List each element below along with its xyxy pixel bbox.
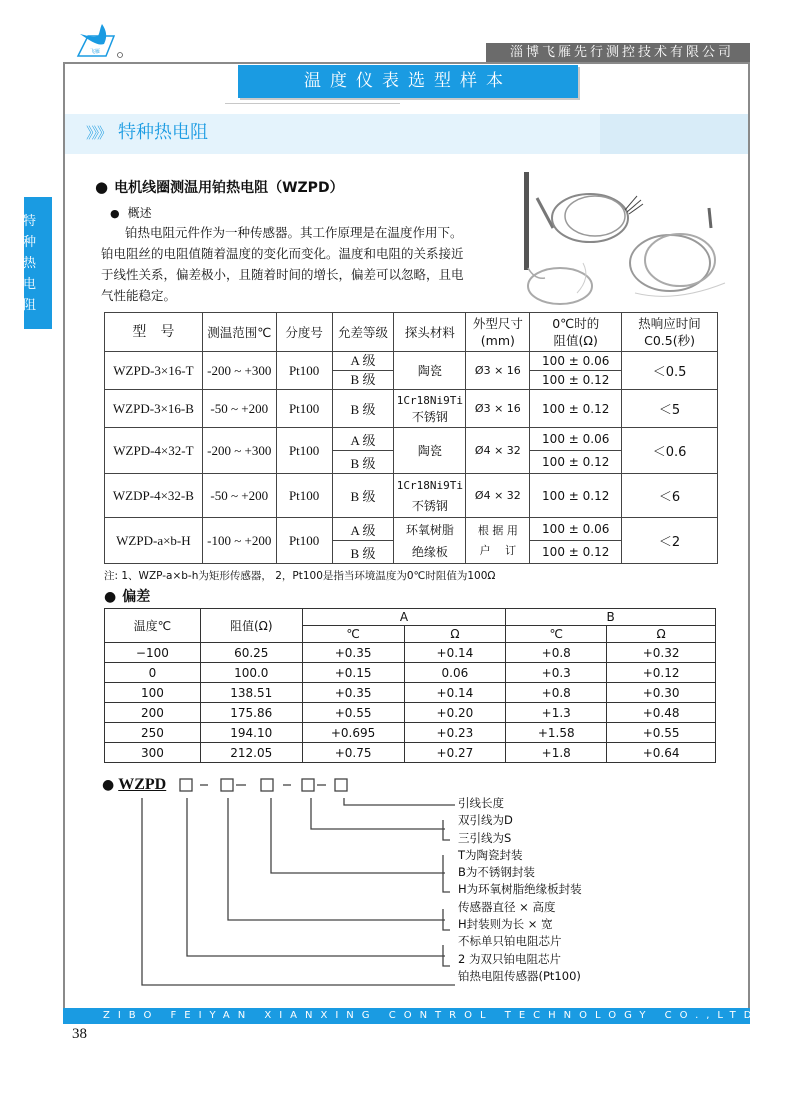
side-tab-char: 热 bbox=[23, 256, 37, 271]
size-cell: Ø3 × 16 bbox=[466, 390, 530, 428]
table-row bbox=[105, 428, 718, 451]
table-row bbox=[105, 683, 716, 703]
size-cell: Ø4 × 32 bbox=[466, 474, 530, 518]
resistance-cell: 100 ± 0.06 bbox=[530, 518, 622, 541]
size-cell: 根 据 用 户 订 bbox=[466, 518, 530, 564]
table-row bbox=[105, 643, 716, 663]
bullet-icon: ● bbox=[110, 207, 120, 220]
overview-line: 铂热电阻元件作为一种传感器。其工作原理是在温度作用下。 bbox=[125, 225, 463, 240]
company-name-bar: 淄博飞雁先行测控技术有限公司 bbox=[486, 43, 750, 63]
b-ohm-cell: +0.48 bbox=[607, 703, 716, 723]
model-code-diagram bbox=[100, 770, 460, 1000]
company-logo bbox=[76, 22, 124, 58]
response-cell: ＜0.5 bbox=[622, 352, 718, 390]
bullet-icon: ● bbox=[95, 178, 109, 196]
section-title bbox=[86, 120, 208, 146]
header-temp: 温度℃ bbox=[105, 609, 201, 643]
model-cell: WZPD-4×32-T bbox=[105, 428, 203, 474]
a-degc-cell: +0.15 bbox=[302, 663, 404, 683]
table-row bbox=[105, 723, 716, 743]
size-cell: Ø3 × 16 bbox=[466, 352, 530, 390]
code-box-4 bbox=[302, 779, 314, 791]
overview-line: 铂电阻丝的电阻值随着温度的变化而变化。温度和电阻的关系接近 bbox=[101, 246, 464, 261]
side-tab-char: 特 bbox=[23, 214, 37, 229]
material-cell bbox=[394, 518, 466, 564]
overview-heading bbox=[110, 204, 152, 221]
response-cell: ＜0.6 bbox=[622, 428, 718, 474]
product-heading-text: 电机线圈测温用铂热电阻（WZPD） bbox=[114, 180, 344, 196]
deviation-table bbox=[104, 608, 716, 763]
logo-text: 飞雁 bbox=[90, 49, 101, 55]
title-divider bbox=[225, 103, 400, 104]
bullet-icon: ● bbox=[102, 777, 115, 793]
deviation-heading-text: 偏差 bbox=[122, 589, 151, 605]
model-code-legend bbox=[458, 795, 582, 985]
header-b-ohm: Ω bbox=[607, 626, 716, 643]
footer-bar: ZIBO FEIYAN XIANXING CONTROL TECHNOLOGY CO.,LTD bbox=[63, 1008, 750, 1024]
b-degc-cell: +1.58 bbox=[506, 723, 607, 743]
response-cell: ＜6 bbox=[622, 474, 718, 518]
a-degc-cell: +0.35 bbox=[302, 643, 404, 663]
legend-item: 不标单只铂电阻芯片 bbox=[458, 934, 562, 949]
header-a-ohm: Ω bbox=[404, 626, 506, 643]
material-name: 不锈钢 bbox=[411, 499, 448, 513]
header-group-a: A bbox=[302, 609, 506, 626]
model-prefix: WZPD bbox=[118, 776, 167, 793]
resist-cell: 194.10 bbox=[200, 723, 302, 743]
overview-line: 气性能稳定。 bbox=[101, 288, 177, 303]
section-title-text: 特种热电阻 bbox=[118, 122, 209, 143]
table-row bbox=[105, 703, 716, 723]
model-cell: WZDP-4×32-B bbox=[105, 474, 203, 518]
model-cell: WZPD-a×b-H bbox=[105, 518, 203, 564]
material-name: 绝缘板 bbox=[411, 544, 448, 559]
resistance-cell: 100 ± 0.06 bbox=[530, 428, 622, 451]
index-cell: Pt100 bbox=[276, 428, 332, 474]
table-row bbox=[105, 352, 718, 371]
a-degc-cell: +0.55 bbox=[302, 703, 404, 723]
table-row bbox=[105, 390, 718, 428]
header-b-degc: ℃ bbox=[506, 626, 607, 643]
header-index: 分度号 bbox=[276, 313, 332, 352]
side-tab-char: 电 bbox=[23, 277, 37, 292]
product-photo bbox=[515, 168, 755, 308]
b-degc-cell: +0.8 bbox=[506, 643, 607, 663]
range-cell: -200 ~ +300 bbox=[202, 352, 276, 390]
model-cell: WZPD-3×16-B bbox=[105, 390, 203, 428]
header-response: 热响应时间 C0.5(秒) bbox=[622, 313, 718, 352]
resistance-cell: 100 ± 0.12 bbox=[530, 390, 622, 428]
legend-item: H封装则为长 × 宽 bbox=[458, 917, 553, 932]
table-row bbox=[105, 518, 718, 541]
material-cell bbox=[394, 390, 466, 428]
overview-paragraph bbox=[101, 222, 499, 306]
page-number: 38 bbox=[72, 1026, 87, 1042]
index-cell: Pt100 bbox=[276, 474, 332, 518]
resist-cell: 175.86 bbox=[200, 703, 302, 723]
material-cell bbox=[394, 474, 466, 518]
header-a-degc: ℃ bbox=[302, 626, 404, 643]
header-resist: 阻值(Ω) bbox=[200, 609, 302, 643]
a-ohm-cell: +0.27 bbox=[404, 743, 506, 763]
side-tab-char: 种 bbox=[23, 235, 37, 250]
a-degc-cell: +0.75 bbox=[302, 743, 404, 763]
legend-item: 双引线为D bbox=[458, 813, 513, 828]
legend-item: 引线长度 bbox=[458, 796, 504, 810]
legend-item: 三引线为S bbox=[458, 830, 512, 845]
legend-item: 2 为双只铂电阻芯片 bbox=[458, 951, 561, 966]
a-ohm-cell: +0.23 bbox=[404, 723, 506, 743]
spec-table bbox=[104, 312, 718, 564]
temp-cell: −100 bbox=[105, 643, 201, 663]
grade-cell: B 级 bbox=[332, 390, 394, 428]
model-cell: WZPD-3×16-T bbox=[105, 352, 203, 390]
grade-cell: A 级 bbox=[332, 352, 394, 371]
grade-cell: B 级 bbox=[332, 451, 394, 474]
deviation-heading bbox=[104, 586, 150, 606]
header-size: 外型尺寸 (mm) bbox=[466, 313, 530, 352]
response-cell: ＜5 bbox=[622, 390, 718, 428]
b-degc-cell: +0.8 bbox=[506, 683, 607, 703]
index-cell: Pt100 bbox=[276, 518, 332, 564]
a-ohm-cell: +0.14 bbox=[404, 643, 506, 663]
index-cell: Pt100 bbox=[276, 352, 332, 390]
grade-cell: B 级 bbox=[332, 474, 394, 518]
overview-label: 概述 bbox=[127, 206, 152, 220]
product-heading bbox=[95, 177, 344, 197]
resist-cell: 212.05 bbox=[200, 743, 302, 763]
range-cell: -100 ~ +200 bbox=[202, 518, 276, 564]
chevrons-icon: 》》》 bbox=[86, 124, 111, 142]
table-row bbox=[105, 743, 716, 763]
resistance-cell: 100 ± 0.12 bbox=[530, 451, 622, 474]
b-degc-cell: +1.3 bbox=[506, 703, 607, 723]
response-cell: ＜2 bbox=[622, 518, 718, 564]
b-ohm-cell: +0.32 bbox=[607, 643, 716, 663]
grade-cell: A 级 bbox=[332, 518, 394, 541]
index-cell: Pt100 bbox=[276, 390, 332, 428]
b-ohm-cell: +0.12 bbox=[607, 663, 716, 683]
grade-cell: A 级 bbox=[332, 428, 394, 451]
a-ohm-cell: 0.06 bbox=[404, 663, 506, 683]
header-model: 型 号 bbox=[105, 313, 203, 352]
a-ohm-cell: +0.14 bbox=[404, 683, 506, 703]
code-box-3 bbox=[261, 779, 273, 791]
resist-cell: 138.51 bbox=[200, 683, 302, 703]
resist-cell: 100.0 bbox=[200, 663, 302, 683]
legend-item: H为环氧树脂绝缘板封装 bbox=[458, 882, 582, 897]
table-row bbox=[105, 663, 716, 683]
side-tab bbox=[24, 197, 52, 329]
header-range: 测温范围℃ bbox=[202, 313, 276, 352]
grade-cell: B 级 bbox=[332, 541, 394, 564]
b-degc-cell: +0.3 bbox=[506, 663, 607, 683]
header-group-b: B bbox=[506, 609, 716, 626]
table-row bbox=[105, 474, 718, 518]
resistance-cell: 100 ± 0.12 bbox=[530, 541, 622, 564]
header-grade: 允差等级 bbox=[332, 313, 394, 352]
material-alloy: 1Cr18Ni9Ti bbox=[396, 479, 464, 492]
legend-item: B为不锈钢封装 bbox=[458, 865, 535, 880]
b-ohm-cell: +0.55 bbox=[607, 723, 716, 743]
temp-cell: 200 bbox=[105, 703, 201, 723]
header-material: 探头材料 bbox=[394, 313, 466, 352]
overview-line: 于线性关系，偏差极小，且随着时间的增长，偏差可以忽略，且电 bbox=[101, 267, 464, 282]
resistance-cell: 100 ± 0.06 bbox=[530, 352, 622, 371]
grade-cell: B 级 bbox=[332, 371, 394, 390]
side-tab-char: 阻 bbox=[23, 298, 37, 313]
resistance-cell: 100 ± 0.12 bbox=[530, 371, 622, 390]
range-cell: -50 ~ +200 bbox=[202, 390, 276, 428]
legend-item: T为陶瓷封装 bbox=[458, 847, 523, 862]
doc-title: 温度仪表选型样本 bbox=[238, 65, 578, 98]
resist-cell: 60.25 bbox=[200, 643, 302, 663]
a-ohm-cell: +0.20 bbox=[404, 703, 506, 723]
header-resistance: 0℃时的 阻值(Ω) bbox=[530, 313, 622, 352]
material-name: 不锈钢 bbox=[411, 409, 448, 424]
temp-cell: 100 bbox=[105, 683, 201, 703]
temp-cell: 250 bbox=[105, 723, 201, 743]
range-cell: -200 ~ +300 bbox=[202, 428, 276, 474]
b-ohm-cell: +0.64 bbox=[607, 743, 716, 763]
a-degc-cell: +0.695 bbox=[302, 723, 404, 743]
a-degc-cell: +0.35 bbox=[302, 683, 404, 703]
code-box-1 bbox=[180, 779, 192, 791]
bullet-icon: ● bbox=[104, 589, 117, 605]
material-alloy: 1Cr18Ni9Ti bbox=[396, 393, 464, 407]
material-name: 环氧树脂 bbox=[405, 522, 454, 537]
b-degc-cell: +1.8 bbox=[506, 743, 607, 763]
legend-item: 传感器直径 × 高度 bbox=[458, 899, 556, 914]
range-cell: -50 ~ +200 bbox=[202, 474, 276, 518]
code-box-2 bbox=[221, 779, 233, 791]
table-note: 注: 1、WZP-a×b-h为矩形传感器， 2，Pt100是指当环境温度为0℃时阻值为100Ω bbox=[104, 570, 496, 582]
temp-cell: 0 bbox=[105, 663, 201, 683]
size-cell: Ø4 × 32 bbox=[466, 428, 530, 474]
resistance-cell: 100 ± 0.12 bbox=[530, 474, 622, 518]
code-box-5 bbox=[335, 779, 347, 791]
material-cell: 陶瓷 bbox=[394, 428, 466, 474]
legend-item: 铂热电阻传感器(Pt100) bbox=[458, 968, 581, 983]
temp-cell: 300 bbox=[105, 743, 201, 763]
b-ohm-cell: +0.30 bbox=[607, 683, 716, 703]
material-cell: 陶瓷 bbox=[394, 352, 466, 390]
